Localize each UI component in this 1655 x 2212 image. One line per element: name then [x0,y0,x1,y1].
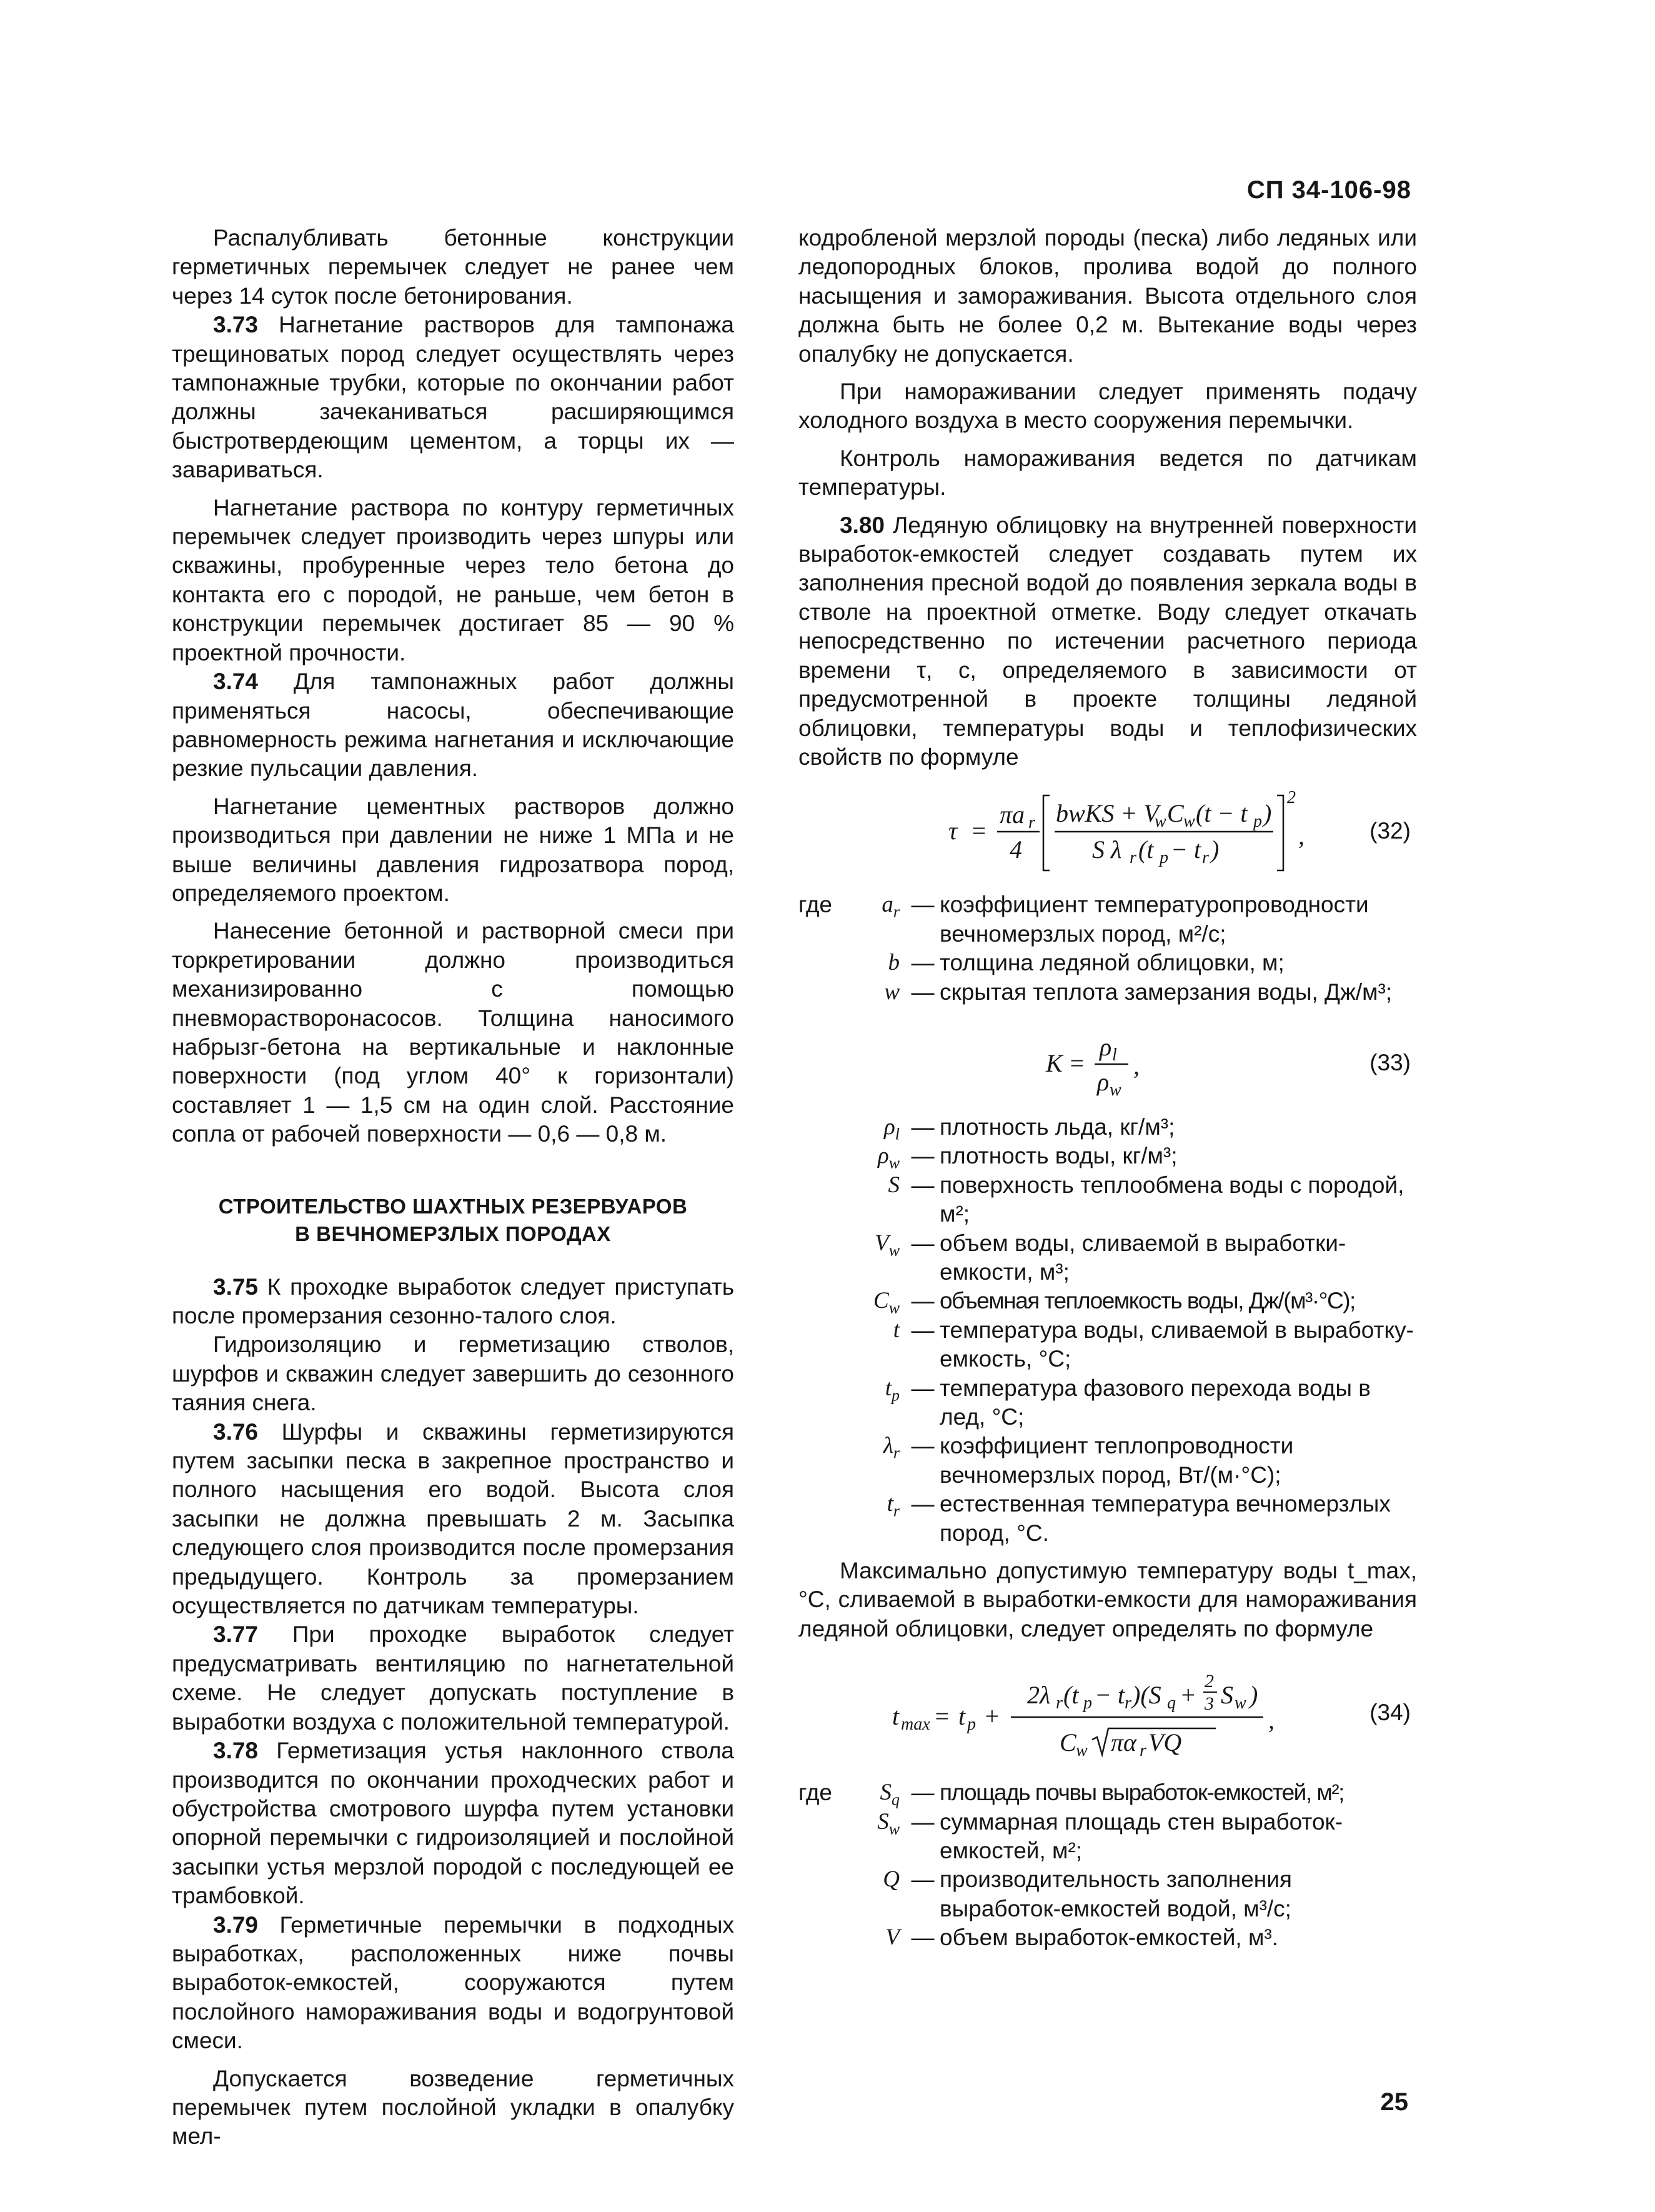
svg-text:r: r [1140,1741,1146,1761]
definition-row [798,1490,1417,1548]
left-column [172,224,734,2151]
paragraph: Контроль намораживания ведется по датчикам температуры. [798,445,1417,501]
right-column [798,224,1417,1953]
formula-33 [798,1025,1417,1100]
svg-text:(t − t: (t − t [1196,799,1248,828]
svg-text:r: r [1056,1693,1063,1713]
svg-text:C: C [1060,1728,1076,1757]
definition-row [798,1113,1417,1142]
symbol: t [893,1317,900,1343]
definition-row [798,1142,1417,1170]
svg-text:K: K [1046,1049,1063,1077]
formula-number: (33) [1369,1049,1411,1075]
definition-text: коэффициент температуропроводности вечномерзлых пород, м²/с; [940,892,1369,947]
definition-row [798,1432,1417,1490]
formula-32 [798,784,1417,878]
svg-text:r: r [1125,1693,1131,1713]
svg-text:,: , [1298,822,1305,850]
definition-text: площадь почвы выработок-емкостей, м²; [940,1780,1344,1806]
paragraph-text: Шурфы и скважины герметизируются путем засыпки песка в закрепное пространство и полного насыщения его водой. Высота слоя засыпки не должна превышать 2 м. Засыпка следующего слоя производится после промерзания предыдущего. Контроль за промерзанием осуществляется по датчикам температуры. [172,1418,734,1619]
definition-row [798,1287,1417,1315]
svg-text:r: r [1028,813,1035,833]
svg-text:S λ: S λ [1092,835,1122,864]
svg-text:=: = [1068,1049,1085,1077]
svg-text:2: 2 [1287,788,1296,808]
definition-row [798,1865,1417,1923]
definition-text: коэффициент теплопроводности вечномерзлых пород, Вт/(м·°С); [940,1433,1294,1488]
paragraph-text: Нагнетание растворов для тампонажа трещиноватых пород следует осуществлять через тампонажные трубки, которые по окончании работ должны зачеканиваться расширяющимся быстротвердеющим цементом, а торцы их — завариваться. [172,312,734,483]
svg-text:2λ: 2λ [1027,1681,1051,1710]
definition-text: толщина ледяной облицовки, м; [940,950,1285,976]
formula-number: (32) [1369,818,1411,844]
definitions-33 [798,1113,1417,1548]
svg-text:+: + [1180,1681,1196,1710]
definition-text: объемная теплоемкость воды, Дж/(м³·°С); [940,1288,1355,1314]
paragraph [798,511,1417,772]
paragraph-text: Ледяную облицовку на внутренней поверхности выработок-емкостей следует создавать путем их заполнения пресной водой до появления зеркала воды в стволе на проектной отметке. Воду следует откачать непосредственно по истечении расчетного периода времени τ, с, определяемого в зависимости от предусмотренной в проекте толщины ледяной облицовки, температуры воды и теплофизических свойств по формуле [798,512,1417,770]
svg-text:=: = [933,1702,950,1731]
svg-text:=: = [970,817,987,845]
paragraph: При намораживании следует применять подачу холодного воздуха в место сооружения перемычки. [798,379,1417,434]
definition-text: суммарная площадь стен выработок-емкостей, м²; [940,1808,1343,1864]
where-label: где [798,1780,833,1806]
paragraph [172,1620,734,1736]
svg-text:p: p [1253,812,1262,832]
svg-text:r: r [1130,848,1136,868]
svg-text:S: S [1221,1681,1233,1710]
svg-text:w: w [1235,1693,1246,1713]
svg-text:τ: τ [948,817,958,845]
paragraph: Распалубливать бетонные конструкции герметичных перемычек следует не ранее чем через 14 суток после бетонирования. [172,225,734,309]
symbol: w [884,979,900,1005]
dash: — [911,1172,935,1198]
svg-text:p: p [1160,848,1168,868]
svg-text:): ) [1263,799,1272,828]
svg-text:max: max [901,1715,930,1735]
svg-text:πα: πα [1111,1728,1137,1757]
definition-row [798,1316,1417,1374]
dash: — [911,1780,935,1806]
paragraph-text: Герметичные перемычки в подходных выработках, расположенных ниже почвы выработок-емкостей, сооружаются путем послойного намораживания воды и водогрунтовой смеси. [172,1911,734,2054]
symbol: $S_w$ [877,1808,900,1838]
section-heading-line: СТРОИТЕЛЬСТВО ШАХТНЫХ РЕЗЕРВУАРОВ [218,1194,688,1218]
paragraph-text: Герметизация устья наклонного ствола производится по окончании проходческих работ и обустройства смотрового шурфа путем установки опорной перемычки с гидроизоляцией и послойной засыпки устья мерзлой породой с последующей ее трамбовкой. [172,1738,734,1909]
symbol: $V_w$ [875,1230,900,1259]
svg-text:): ) [1250,1681,1258,1710]
definition-row [798,1808,1417,1866]
dash: — [911,1491,935,1517]
definitions-34 [798,1778,1417,1952]
symbol: b [888,950,900,976]
symbol: $a_r$ [882,892,900,921]
paragraph-text: Для тампонажных работ должны применяться насосы, обеспечивающие равномерность режима нагнетания и исключающие резкие пульсации давления. [172,669,734,782]
symbol: $\lambda_r$ [883,1433,900,1462]
clause-number: 3.79 [213,1911,259,1938]
svg-text:w: w [1155,812,1166,832]
paragraph-text: При проходке выработок следует предусматривать вентиляцию по нагнетательной схеме. Не следует допускать поступление в выработки воздуха с положительной температурой. [172,1622,734,1735]
svg-text:w: w [1110,1080,1121,1100]
formula-number: (34) [1369,1700,1411,1726]
definition-row [798,1171,1417,1229]
paragraph [172,1273,734,1331]
dash: — [911,1433,935,1459]
paragraph [172,311,734,484]
definition-text: температура воды, сливаемой в выработку-емкость, °С; [940,1317,1414,1372]
paragraph [172,667,734,784]
clause-number: 3.80 [840,512,885,538]
paragraph-text: К проходке выработок следует приступать после промерзания сезонно-талого слоя. [172,1273,734,1328]
svg-text:ρ: ρ [1097,1067,1110,1096]
paragraph: Нагнетание раствора по контуру герметичных перемычек следует производить через шпуры или скважины, пробуренные через тело бетона до контакта его с породой, не раньше, чем бетон в конструкции перемычек достигает 85 — 90 % проектной прочности. [172,494,734,665]
definitions-32 [798,890,1417,1007]
svg-text:bwKS + V: bwKS + V [1056,799,1159,828]
svg-text:2: 2 [1205,1671,1214,1692]
svg-text:p: p [1083,1693,1092,1713]
dash: — [911,1317,935,1343]
dash: — [911,1143,935,1169]
paragraph: кодробленой мерзлой породы (песка) либо ледяных или ледопородных блоков, пролива водой до полного насыщения и замораживания. Высота отдельного слоя должна быть не более 0,2 м. Вытекание воды через опалубку не допускается. [798,225,1417,367]
definition-row [798,1923,1417,1952]
dash: — [911,1113,935,1140]
svg-text:w: w [1183,812,1195,832]
paragraph: Нагнетание цементных растворов должно производиться при давлении не ниже 1 МПа и не выше величины давления гидрозатвора пород, определяемого проектом. [172,793,734,906]
where-label: где [798,892,833,918]
definition-text: производительность заполнения выработок-емкостей водой, м³/с; [940,1866,1292,1921]
svg-text:ρ: ρ [1100,1032,1112,1061]
symbol: V [885,1925,900,1951]
doc-code: СП 34-106-98 [1246,176,1411,204]
svg-text:): ) [1211,835,1220,864]
dash: — [911,1230,935,1256]
symbol: $t_r$ [887,1491,900,1520]
svg-text:,: , [1133,1051,1140,1080]
dash: — [911,1866,935,1893]
paragraph [172,1911,734,2056]
svg-text:,: , [1268,1706,1275,1735]
svg-text:)(S: )(S [1132,1681,1161,1710]
section-heading [172,1193,734,1248]
clause-number: 3.75 [213,1273,259,1300]
paragraph [172,1736,734,1910]
definition-text: плотность льда, кг/м³; [940,1113,1175,1140]
dash: — [911,950,935,976]
svg-text:− t: − t [1095,1681,1125,1710]
svg-text:q: q [1167,1693,1176,1713]
symbol: $\rho_w$ [877,1143,900,1172]
definition-row [798,890,1417,949]
dash: — [911,979,935,1005]
formula-34 [798,1660,1417,1766]
svg-text:VQ: VQ [1148,1728,1182,1757]
svg-text:l: l [1112,1045,1117,1065]
definition-row [798,949,1417,977]
paragraph: Допускается возведение герметичных перемычек путем послойной укладки в опалубку мел- [172,2065,734,2150]
symbol: $t_p$ [885,1375,900,1404]
clause-number: 3.73 [213,312,259,338]
definition-row [798,1229,1417,1287]
symbol: $S_q$ [880,1780,900,1809]
dash: — [911,1288,935,1314]
clause-number: 3.76 [213,1418,259,1445]
symbol: $\rho_l$ [884,1113,900,1143]
formula-34-graphic [798,1660,1336,1766]
definition-text: объем воды, сливаемой в выработки-емкости, м³; [940,1230,1346,1285]
definition-text: объем выработок-емкостей, м³. [940,1925,1279,1951]
svg-text:t: t [958,1702,966,1731]
definition-row [798,1374,1417,1432]
dash: — [911,1375,935,1401]
definition-text: поверхность теплообмена воды с породой, м²; [940,1172,1404,1227]
svg-text:(t: (t [1138,835,1154,864]
paragraph: Максимально допустимую температуру воды t_max, °С, сливаемой в выработки-емкости для намораживания ледяной облицовки, следует определять по формуле [798,1558,1417,1642]
definition-text: естественная температура вечномерзлых пород, °С. [940,1491,1391,1546]
dash: — [911,1925,935,1951]
svg-text:+: + [983,1702,1000,1731]
svg-text:C: C [1167,799,1184,828]
clause-number: 3.77 [213,1622,259,1648]
definition-text: плотность воды, кг/м³; [940,1143,1178,1169]
formula-32-graphic [798,784,1336,878]
svg-text:− t: − t [1171,835,1201,864]
symbol: Q [883,1866,900,1893]
definition-text: скрытая теплота замерзания воды, Дж/м³; [940,979,1393,1005]
symbol: $C_w$ [873,1288,900,1317]
svg-text:r: r [1202,848,1209,868]
dash: — [911,892,935,918]
svg-text:4: 4 [1010,835,1022,864]
dash: — [911,1808,935,1835]
formula-33-graphic [798,1025,1336,1100]
section-heading-line: В ВЕЧНОМЕРЗЛЫХ ПОРОДАХ [295,1222,611,1245]
svg-text:p: p [967,1715,976,1735]
svg-text:3: 3 [1205,1693,1214,1715]
paragraph: Нанесение бетонной и растворной смеси при торкретировании должно производиться механизированно с помощью пневморастворонасосов. Толщина наносимого набрызг-бетона на вертикальные и наклонные поверхности (под углом 40° к горизонтали) составляет 1 — 1,5 см на один слой. Расстояние сопла от рабочей поверхности — 0,6 — 0,8 м. [172,918,734,1147]
paragraph [172,1418,734,1621]
clause-number: 3.78 [213,1738,259,1764]
definition-row [798,978,1417,1007]
svg-text:t: t [892,1702,900,1731]
svg-text:(t: (t [1063,1681,1079,1710]
svg-text:πa: πa [1000,800,1025,829]
clause-number: 3.74 [213,669,259,695]
symbol: S [888,1172,900,1198]
svg-text:w: w [1076,1741,1088,1761]
page-number: 25 [1380,2088,1408,2116]
definition-text: температура фазового перехода воды в лед, °С; [940,1375,1371,1430]
definition-row [798,1778,1417,1807]
paragraph: Гидроизоляцию и герметизацию стволов, шурфов и скважин следует завершить до сезонного таяния снега. [172,1332,734,1416]
